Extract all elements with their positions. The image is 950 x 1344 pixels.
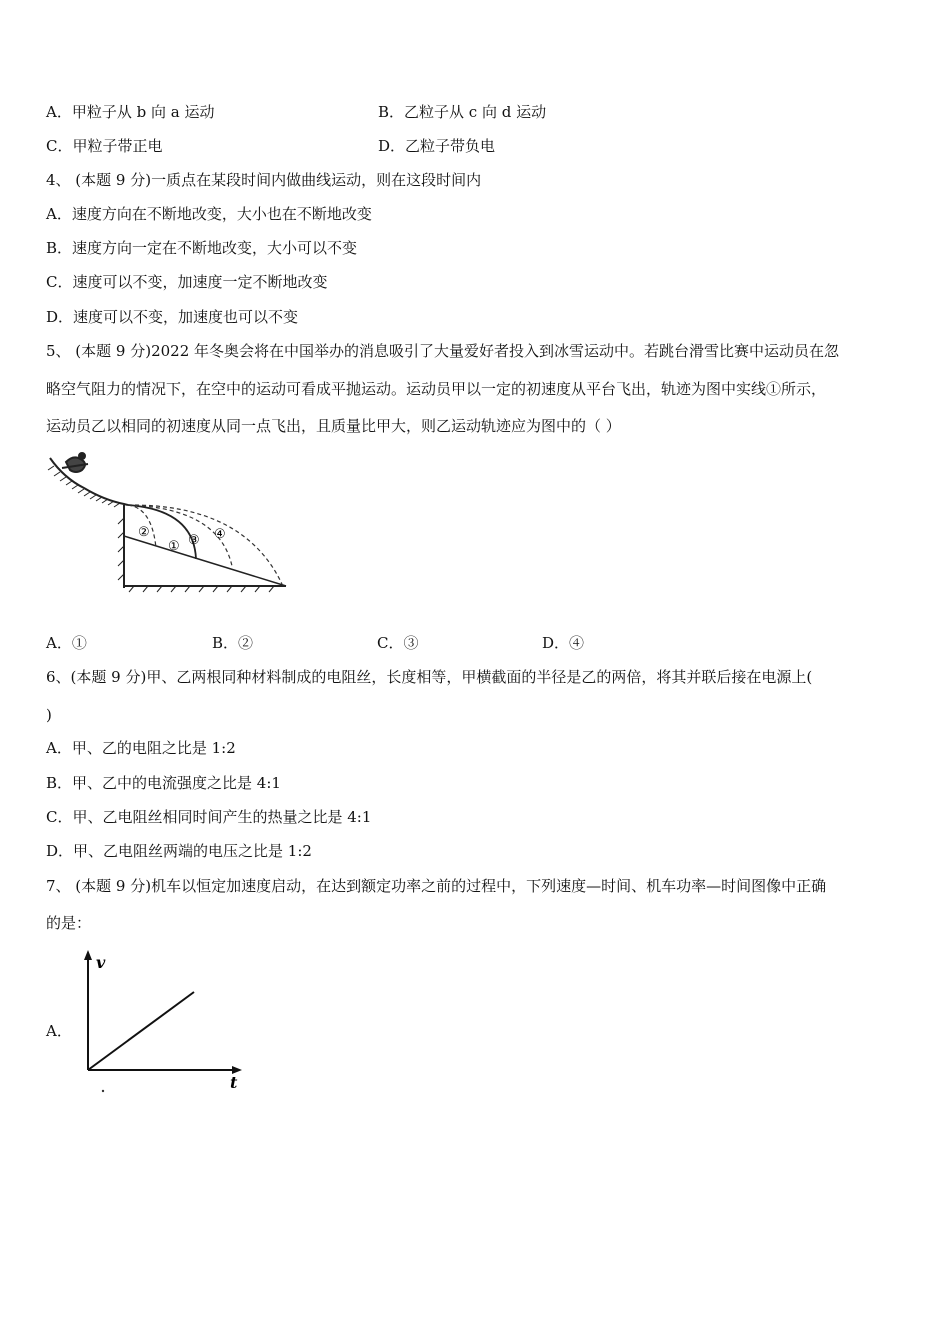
figure-label-1: ① (168, 539, 180, 554)
q3-option-b: B．乙粒子从 c 向 d 运动 (378, 103, 547, 121)
q4-option-a: A．速度方向在不断地改变，大小也在不断地改变 (46, 205, 372, 223)
q7-stem-line1: 7、 (本题 9 分)机车以恒定加速度启动，在达到额定功率之前的过程中，下列速度—时间、机车功率—时间图像中正确 (46, 877, 827, 895)
q5-option-d: D．④ (542, 634, 585, 652)
q5-stem-line3: 运动员乙以相同的初速度从同一点飞出，且质量比甲大，则乙运动轨迹应为图中的（ ） (46, 417, 621, 435)
q5-stem-line1: 5、 (本题 9 分)2022 年冬奥会将在中国举办的消息吸引了大量爱好者投入到冰雪运动中。若跳台滑雪比赛中运动员在忽 (46, 342, 840, 360)
q6-stem-line2: ) (46, 706, 52, 724)
q6-option-a: A．甲、乙的电阻之比是 1:2 (46, 739, 236, 757)
q6-option-b: B．甲、乙中的电流强度之比是 4:1 (46, 774, 281, 792)
q7-stem-line2: 的是： (46, 914, 92, 932)
q4-option-c: C．速度可以不变，加速度一定不断地改变 (46, 273, 328, 291)
q6-stem-line1: 6、(本题 9 分)甲、乙两根同种材料制成的电阻丝，长度相等，甲横截面的半径是乙的两倍，将其并联后接在电源上( (46, 668, 813, 686)
velocity-time-graph (74, 946, 254, 1096)
ski-jump-figure (44, 448, 294, 608)
q6-option-d: D．甲、乙电阻丝两端的电压之比是 1:2 (46, 842, 312, 860)
q4-option-b: B．速度方向一定在不断地改变，大小可以不变 (46, 239, 358, 257)
velocity-line (88, 992, 194, 1070)
skier-icon (62, 453, 88, 472)
q5-stem-line2: 略空气阻力的情况下，在空中的运动可看成平抛运动。运动员甲以一定的初速度从平台飞出，轨迹为图中实线①所示， (46, 380, 827, 398)
y-axis-label: v (96, 953, 106, 972)
q3-option-c: C．甲粒子带正电 (46, 137, 163, 155)
figure-label-2: ② (138, 525, 150, 540)
x-axis-label: t (230, 1073, 238, 1092)
q4-stem: 4、 (本题 9 分)一质点在某段时间内做曲线运动，则在这段时间内 (46, 171, 482, 189)
q5-option-c: C．③ (377, 634, 419, 652)
y-axis-arrow-icon (84, 950, 92, 960)
q5-option-a: A．① (46, 634, 87, 652)
q5-option-b: B．② (212, 634, 254, 652)
figure-label-3: ③ (188, 533, 200, 548)
q7-option-a-label: A． (46, 1022, 72, 1040)
q3-option-d: D．乙粒子带负电 (378, 137, 496, 155)
q3-option-a: A．甲粒子从 b 向 a 运动 (46, 103, 215, 121)
q6-option-c: C．甲、乙电阻丝相同时间产生的热量之比是 4:1 (46, 808, 372, 826)
figure-label-4: ④ (214, 527, 226, 542)
slope-line (124, 536, 286, 586)
ramp-curve (50, 458, 128, 505)
q4-option-d: D．速度可以不变，加速度也可以不变 (46, 308, 299, 326)
